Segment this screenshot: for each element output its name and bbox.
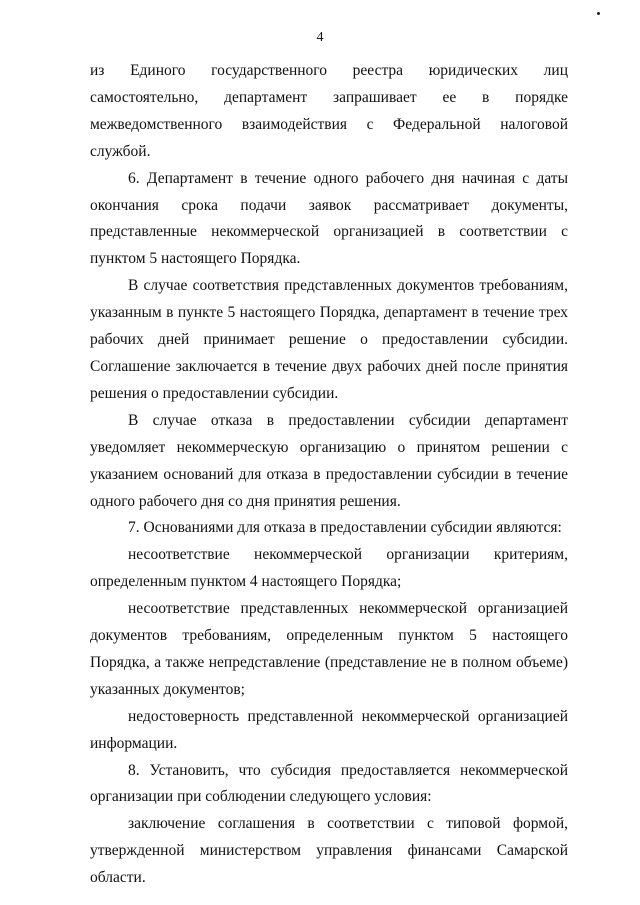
paragraph-refusal-case: В случае отказа в предоставлении субсидии департамент уведомляет некоммерческую организацию о принятом решении с указанием оснований для отказа в предоставлении субсидии в течение одного рабочего дня со дня принятия решения. [90,411,568,510]
paragraph-item-8: 8. Установить, что субсидия предоставляется некоммерческой организации при соблюдении следующего условия: [90,761,568,806]
page-number: 4 [316,30,324,45]
paragraph-refusal-reason-3: недостоверность представленной некоммерческой организацией информации. [90,707,568,752]
paragraph-refusal-reason-2: несоответствие представленных некоммерческой организацией документов требованиям, определенным пунктом 5 настоящего Порядка, а также непредставление (представление не в полном объеме) указанных документов; [90,600,568,698]
document-body [90,58,568,892]
paragraph-item-7: 7. Основаниями для отказа в предоставлении субсидии являются: [128,519,562,537]
paragraph-compliance-case: В случае соответствия представленных документов требованиям, указанным в пункте 5 настоящего Порядка, департамент в течение трех рабочих дней принимает решение о предоставлении субсидии. Соглашение заключается в течение двух рабочих дней после принятия решения о предоставлении субсидии. [90,277,568,402]
paragraph-condition: заключение соглашения в соответствии с типовой формой, утвержденной министерством управления финансами Самарской области. [90,815,568,887]
paragraph-refusal-reason-1: несоответствие некоммерческой организации критериям, определенным пунктом 4 настоящего Порядка; [90,546,568,591]
scan-artifact-dot [597,12,600,15]
paragraph-continuation: из Единого государственного реестра юридических лиц самостоятельно, департамент запрашивает ее в порядке межведомственного взаимодействия с Федеральной налоговой службой. [90,62,568,160]
paragraph-item-6: 6. Департамент в течение одного рабочего дня начиная с даты окончания срока подачи заявок рассматривает документы, представленные некоммерческой организацией в соответствии с пунктом 5 настоящего Порядка. [90,169,568,268]
